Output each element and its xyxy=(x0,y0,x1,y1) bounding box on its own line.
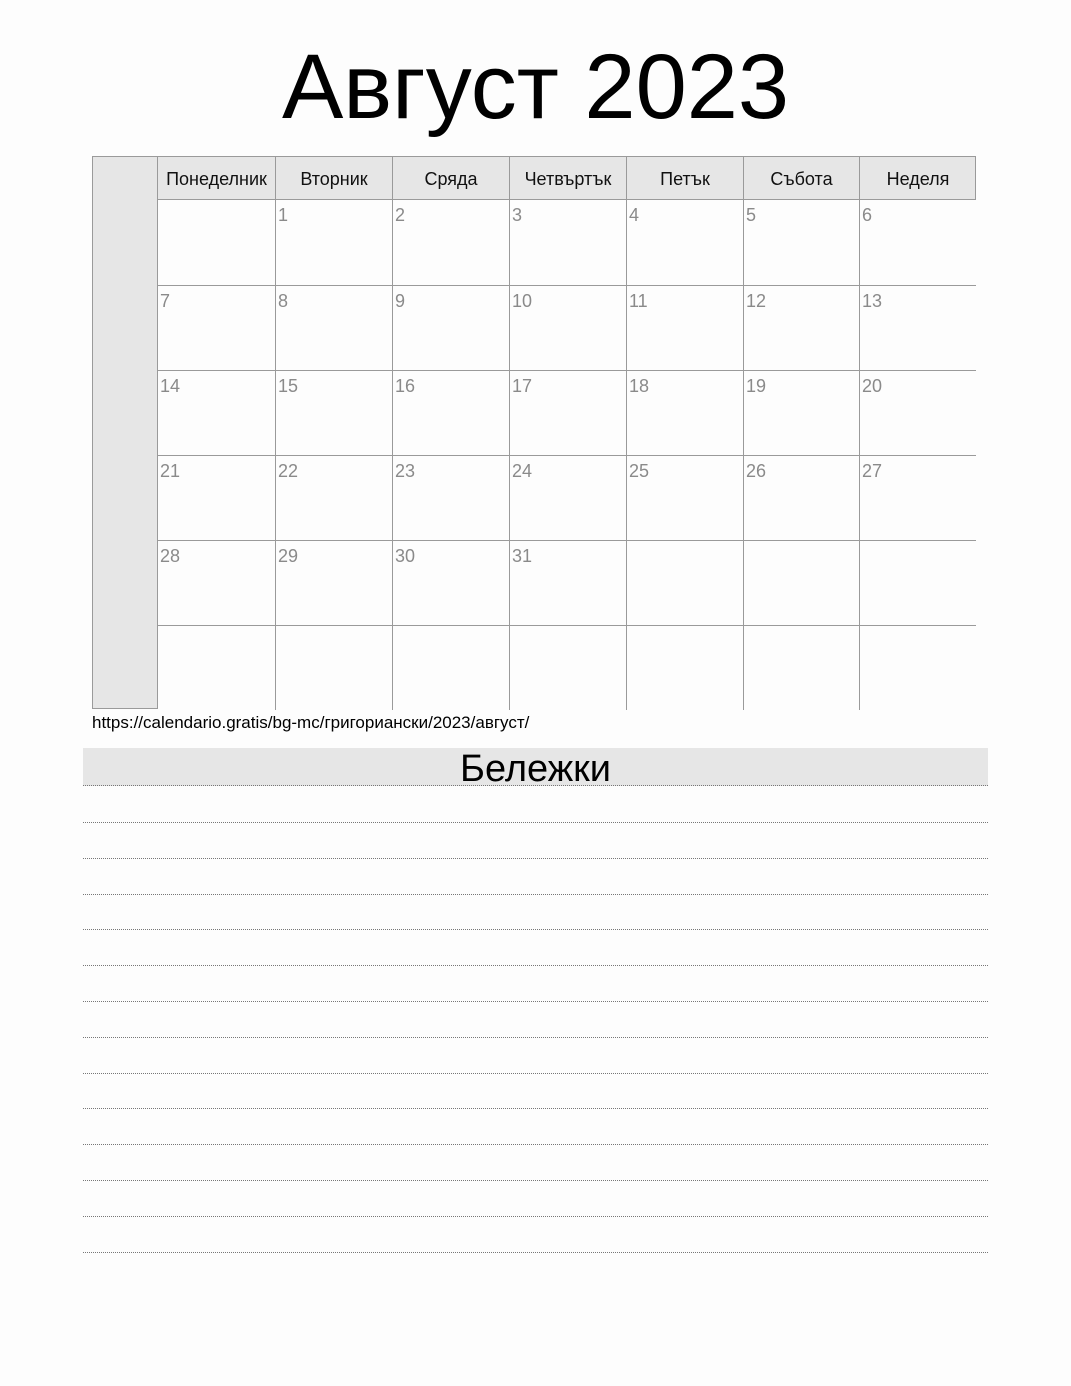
day-cell xyxy=(626,200,743,285)
weekday-header: Четвъртък xyxy=(509,157,626,199)
day-cell xyxy=(859,370,976,455)
day-number: 3 xyxy=(512,205,523,225)
day-cell xyxy=(392,285,509,370)
day-cell xyxy=(859,625,976,710)
note-line xyxy=(83,894,988,895)
day-number: 19 xyxy=(746,376,767,396)
day-cell xyxy=(158,540,275,625)
day-cell xyxy=(392,200,509,285)
day-cell xyxy=(859,455,976,540)
day-cell xyxy=(275,285,392,370)
calendar-grid xyxy=(92,156,976,709)
day-cell xyxy=(509,200,626,285)
day-number: 18 xyxy=(629,376,650,396)
day-number: 5 xyxy=(746,205,757,225)
day-number: 11 xyxy=(629,291,648,311)
day-cell xyxy=(859,285,976,370)
day-cell xyxy=(743,540,859,625)
day-number: 29 xyxy=(278,546,299,566)
day-number: 24 xyxy=(512,461,533,481)
day-cell xyxy=(743,625,859,710)
day-cell xyxy=(859,200,976,285)
note-line xyxy=(83,822,988,823)
day-number: 7 xyxy=(160,291,171,311)
day-number: 4 xyxy=(629,205,640,225)
day-number: 16 xyxy=(395,376,416,396)
weekday-header-row xyxy=(158,157,975,200)
day-cell xyxy=(743,455,859,540)
day-cell xyxy=(509,285,626,370)
weekday-header: Вторник xyxy=(275,157,392,199)
day-number: 10 xyxy=(512,291,533,311)
note-line xyxy=(83,929,988,930)
day-number: 13 xyxy=(862,291,883,311)
day-cell xyxy=(275,540,392,625)
day-cell xyxy=(626,370,743,455)
day-number: 17 xyxy=(512,376,533,396)
day-number: 2 xyxy=(395,205,406,225)
day-cell xyxy=(158,285,275,370)
day-cell xyxy=(743,370,859,455)
note-line xyxy=(83,1252,988,1253)
day-cell xyxy=(859,540,976,625)
day-cell xyxy=(509,625,626,710)
day-number: 31 xyxy=(512,546,533,566)
day-cell xyxy=(743,285,859,370)
day-number: 25 xyxy=(629,461,650,481)
day-cell xyxy=(158,370,275,455)
page-title: Август 2023 xyxy=(281,36,790,138)
note-line xyxy=(83,1073,988,1074)
day-number: 12 xyxy=(746,291,767,311)
weekday-header: Неделя xyxy=(859,157,976,199)
day-cell xyxy=(626,285,743,370)
note-line xyxy=(83,1001,988,1002)
day-cell xyxy=(392,540,509,625)
day-number: 30 xyxy=(395,546,416,566)
source-url: https://calendario.gratis/bg-mc/григориански/2023/август/ xyxy=(92,713,530,732)
day-cell xyxy=(275,455,392,540)
week-number-column xyxy=(93,157,158,708)
day-number: 9 xyxy=(395,291,406,311)
day-cell xyxy=(626,540,743,625)
weekday-header: Петък xyxy=(626,157,743,199)
day-number: 20 xyxy=(862,376,883,396)
day-number: 15 xyxy=(278,376,299,396)
note-line xyxy=(83,1144,988,1145)
note-line xyxy=(83,1180,988,1181)
day-number: 21 xyxy=(160,461,181,481)
day-number: 1 xyxy=(278,205,289,225)
day-cell xyxy=(626,625,743,710)
weekday-header: Сряда xyxy=(392,157,509,199)
day-number: 27 xyxy=(862,461,883,481)
notes-title: Бележки xyxy=(83,748,988,786)
day-number: 14 xyxy=(160,376,181,396)
day-cell xyxy=(158,200,275,285)
day-cell xyxy=(392,370,509,455)
weekday-header: Понеделник xyxy=(166,169,267,189)
day-number: 28 xyxy=(160,546,181,566)
day-cell xyxy=(509,455,626,540)
day-cell xyxy=(158,625,275,710)
day-number: 23 xyxy=(395,461,416,481)
note-line xyxy=(83,1108,988,1109)
day-cell xyxy=(275,370,392,455)
day-number: 26 xyxy=(746,461,767,481)
day-number: 22 xyxy=(278,461,299,481)
day-cell xyxy=(275,200,392,285)
note-line xyxy=(83,965,988,966)
day-number: 6 xyxy=(862,205,873,225)
day-cell xyxy=(626,455,743,540)
day-number: 8 xyxy=(278,291,289,311)
day-cell xyxy=(392,625,509,710)
day-cell xyxy=(743,200,859,285)
note-line xyxy=(83,1216,988,1217)
day-cell xyxy=(509,370,626,455)
note-line xyxy=(83,858,988,859)
weekday-header: Събота xyxy=(743,157,859,199)
day-cell xyxy=(392,455,509,540)
day-cell xyxy=(158,455,275,540)
note-line xyxy=(83,1037,988,1038)
day-cell xyxy=(275,625,392,710)
day-cell xyxy=(509,540,626,625)
